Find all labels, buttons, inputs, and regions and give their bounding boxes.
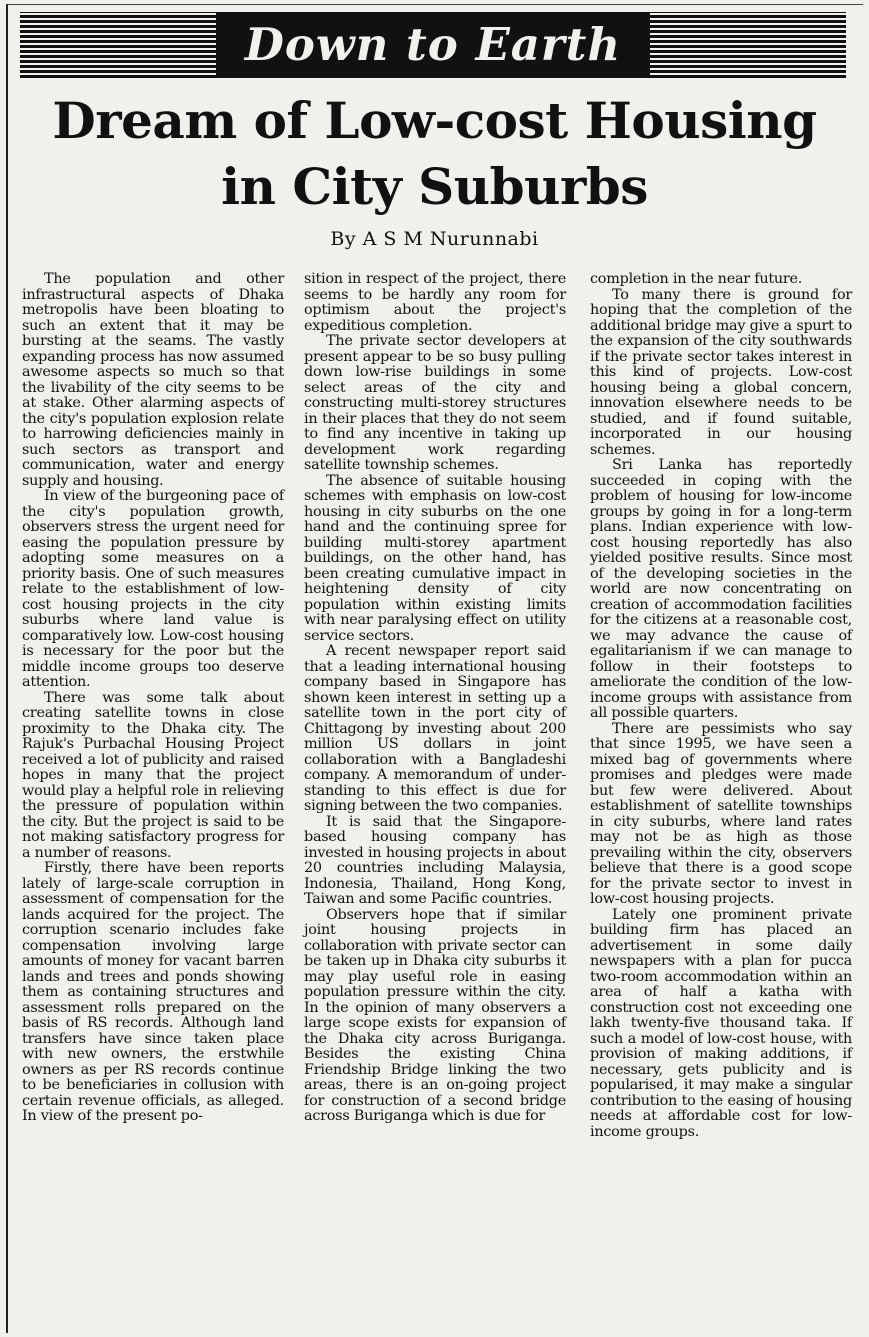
section-banner [20,12,846,78]
article-headline [0,88,869,220]
section-title: Down to Earth [229,12,637,78]
paragraph: The population and other infrastructural aspects of Dhaka metropolis have been bloating to such an extent that it may be bursting at the seams. The vastly expanding process has now assumed awesome aspects so much so that the livability of the city seems to be at stake. Other alarming aspects of the city's population explosion relate to harrowing deficiencies mainly in such sectors as transport and communication, water and energy supply and housing. [22,271,284,489]
paragraph: Observers hope that if similar joint housing projects in collaboration with private sector can be taken up in Dhaka city suburbs it may play useful role in easing population pressure within the city. In the opinion of many observers a large scope exists for expansion of the Dhaka city across Buriganga. Besides the existing China Friendship Bridge linking the two areas, there is an on-going project for construction of a second bridge across Buriganga which is due for [304,906,566,1124]
paragraph: A recent newspaper report said that a leading international housing company based in Singapore has shown keen interest in setting up a satellite town in the port city of Chittagong by investing about 200 million US dollars in joint collaboration with a Bangladeshi company. A memorandum of under-standing to this effect is due for signing between the two companies. [304,643,566,814]
paragraph: sition in respect of the project, there seems to be hardly any room for optimism about the project's expeditious completion. [304,271,566,334]
paragraph: Firstly, there have been reports lately of large-scale corruption in assessment of compensation for the lands acquired for the project. The corruption scenario includes fake compensation involving large amounts of money for vacant barren lands and trees and ponds showing them as containing structures and assessment rolls prepared on the basis of RS records. Although land transfers have since taken place with new owners, the erstwhile owners as per RS records continue to be beneficiaries in collusion with certain revenue officials, as alleged. In view of the present po- [22,860,284,1124]
headline-line-1: Dream of Low-cost Housing [52,91,817,150]
article-column-2 [304,272,566,1125]
article-column-1 [22,272,284,1125]
paragraph: To many there is ground for hoping that the completion of the additional bridge may give a spurt to the expansion of the city southwards if the private sector takes interest in this kind of projects. Low-cost housing being a global concern, innovation elsewhere needs to be studied, and if found suitable, incorporated in our housing schemes. [590,286,852,458]
paragraph: completion in the near future. [590,271,803,287]
banner-hatch-right [650,12,846,78]
paragraph: It is said that the Singapore-based housing company has invested in housing projects in about 20 countries including Malaysia, Indonesia, Thailand, Hong Kong, Taiwan and some Pacific countries. [304,813,566,907]
paragraph: The private sector developers at present appear to be so busy pulling down low-rise buildings in some select areas of the city and constructing multi-storey structures in their places that they do not seem to find any incentive in taking up development work regarding satellite township schemes. [304,333,566,473]
paragraph: There are pessimists who say that since 1995, we have seen a mixed bag of governments where promises and pledges were made but few were delivered. About establishment of satellite townships in city suburbs, where land rates may not be as high as those prevailing within the city, observers believe that there is a good scope for the private sector to invest in low-cost housing projects. [590,720,852,907]
paragraph: Sri Lanka has reportedly succeeded in coping with the problem of housing for low-income groups by going in for a long-term plans. Indian experience with low-cost housing reportedly has also yielded positive results. Since most of the developing societies in the world are now concentrating on creation of accommodation facilities for the citizens at a reasonable cost, we may advance the cause of egalitarianism if we can manage to follow in their footsteps to ameliorate the condition of the low-income groups with assistance from all possible quarters. [590,457,852,721]
headline-line-2: in City Suburbs [221,157,648,216]
paragraph: There was some talk about creating satellite towns in close proximity to the Dhaka city. The Rajuk's Purbachal Housing Project received a lot of publicity and raised hopes in many that the project would play a helpful role in relieving the pressure of population within the city. But the project is said to be not making satisfactory progress for a number of reasons. [22,689,284,861]
byline: By A S M Nurunnabi [330,228,539,250]
paragraph: In view of the burgeoning pace of the city's population growth, observers stress the urgent need for easing the population pressure by adopting some measures on a priority basis. One of such measures relate to the establishment of low-cost housing projects in the city suburbs where land value is comparatively low. Low-cost housing is necessary for the poor but the middle income groups too deserve attention. [22,488,284,690]
paragraph: Lately one prominent private building firm has placed an advertisement in some daily newspapers with a plan for pucca two-room accommodation within an area of half a katha with construction cost not exceeding one lakh twenty-five thousand taka. If such a model of low-cost house, with provision of making additions, if necessary, gets publicity and is popularised, it may make a singular contribution to the easing of housing needs at affordable cost for low-income groups. [590,906,852,1140]
article-column-3 [590,272,852,1140]
paragraph: The absence of suitable housing schemes with emphasis on low-cost housing in city suburbs on the one hand and the continuing spree for building multi-storey apartment buildings, on the other hand, has been creating cumulative impact in heightening density of city population within existing limits with near paralysing effect on utility service sectors. [304,472,566,644]
banner-hatch-left [20,12,216,78]
